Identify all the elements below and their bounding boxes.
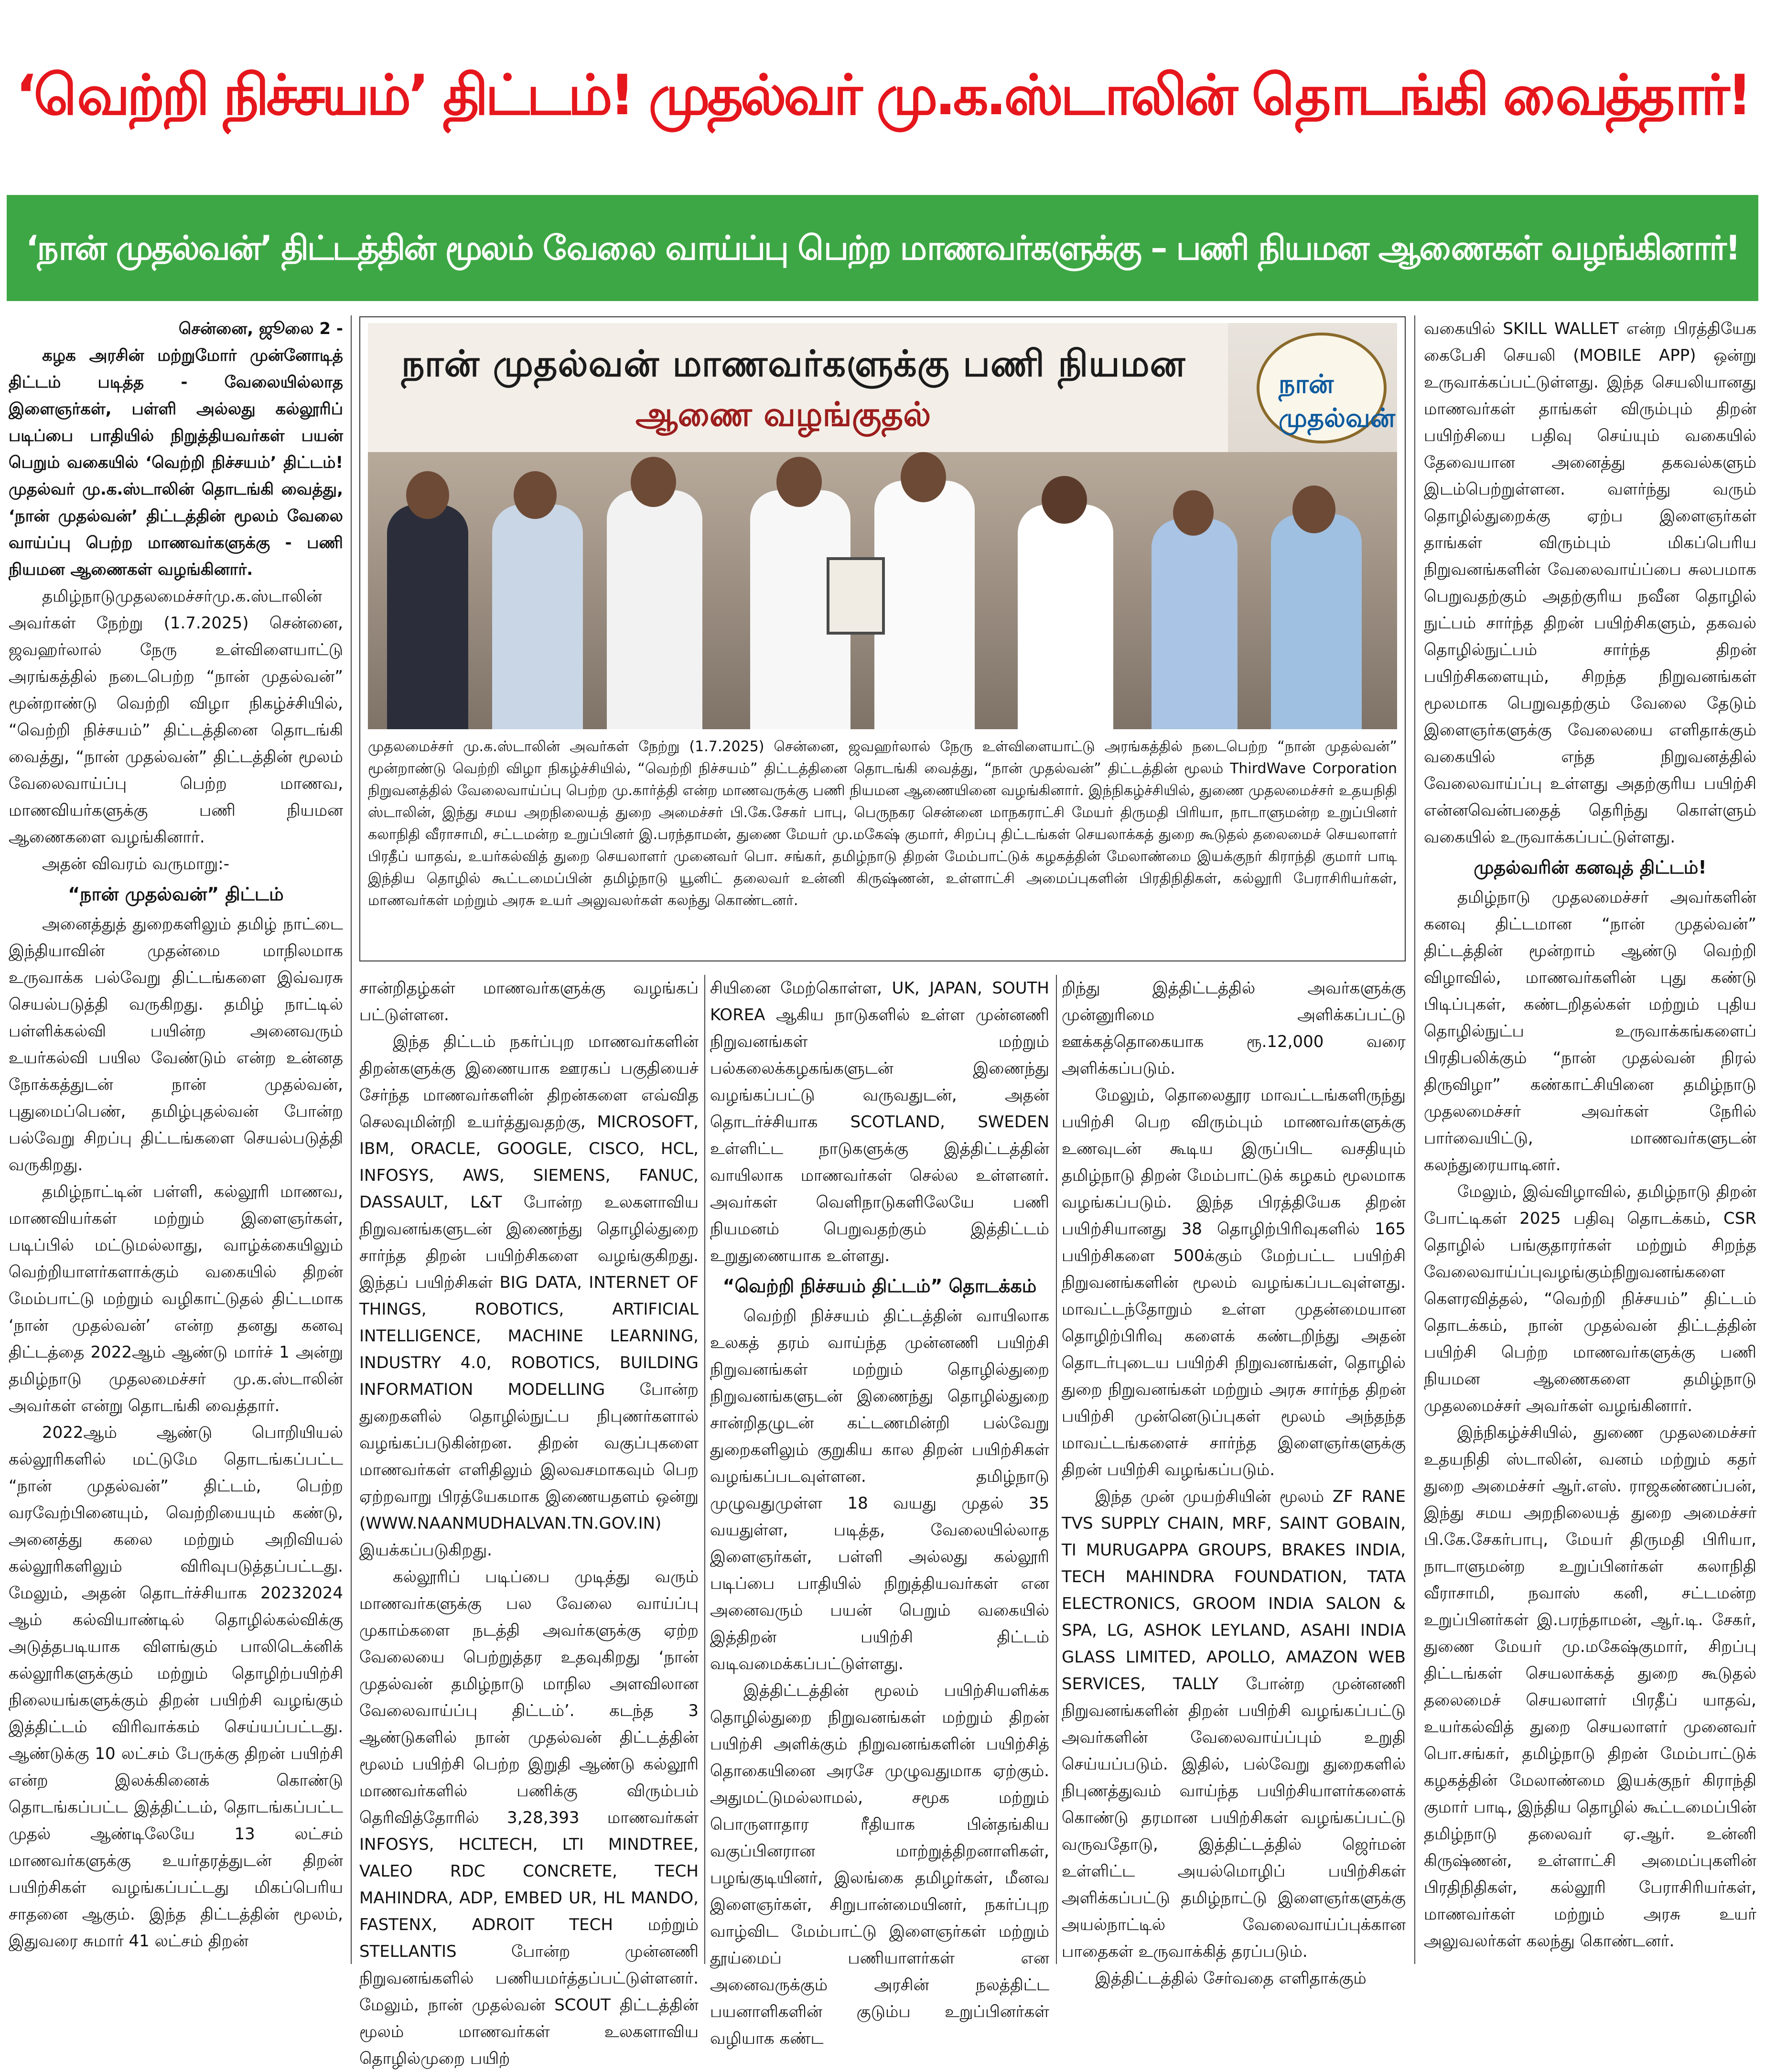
paragraph: இத்திட்டத்தில் சேர்வதை எளிதாக்கும் — [1095, 1969, 1367, 1988]
person-figure — [1018, 505, 1113, 729]
column-rule — [1056, 975, 1057, 1964]
paragraph: இந்த முன் முயற்சியின் மூலம் ZF RANE TVS SUPPLY CHAIN, MRF, SAINT GOBAIN, TI MURUGAPPA GROUPS, BRAKES INDIA, TECH MAHINDRA FOUNDATION, TATA ELECTRONICS, GROOM INDIA SALON & SPA, LG, ASHOK LEYLAND, ASAHI INDIA GLASS LIMITED, APOLLO, AMAZON WEB SERVICES, TALLY போன்ற முன்னணி நிறுவனங்களின் திறன் பயிற்சி வழங்கப்பட்டு அவர்களின் வேலைவாய்ப்பும் உறுதி செய்யப்படும். இதில், பல்வேறு துறைகளில் நிபுணத்துவம் வாய்ந்த பயிற்சியாளர்களைக் கொண்டு தரமான பயிற்சிகள் வழங்கப்பட்டு வருவதோடு, இத்திட்டத்தில் ஜெர்மன் உள்ளிட்ட அயல்மொழிப் பயிற்சிகள் அளிக்கப்பட்டு தமிழ்நாட்டு இளைஞர்களுக்கு அயல்நாட்டில் வேலைவாய்ப்புக்கான பாதைகள் உருவாக்கித் தரப்படும். — [1062, 1487, 1406, 1961]
paragraph: கல்லூரிப் படிப்பை முடித்து வரும் மாணவர்களுக்கு பல வேலை வாய்ப்பு முகாம்களை நடத்தி அவர்களுக்கு ஏற்ற வேலையை பெற்றுத்தர உதவுகிறது ‘நான் முதல்வன் தமிழ்நாடு மாநில அளவிலான வேலைவாய்ப்பு திட்டம்’. கடந்த 3 ஆண்டுகளில் நான் முதல்வன் திட்டத்தின் மூலம் பயிற்சி பெற்ற இறுதி ஆண்டு கல்லூரி மாணவர்களில் பணிக்கு விரும்பம் தெரிவித்தோரில் 3,28,393 மாணவர்கள் INFOSYS, HCLTECH, LTI MINDTREE, VALEO RDC CONCRETE, TECH MAHINDRA, ADP, EMBED UR, HL MANDO, FASTENX, ADROIT TECH மற்றும் STELLANTIS போன்ற முன்னணி நிறுவனங்களில் பணியமர்த்தப்பட்டுள்ளனர். மேலும், நான் முதல்வன் SCOUT திட்டத்தின் மூலம் மாணவர்கள் உலகளாவிய தொழில்முறை பயிற் — [359, 1567, 699, 2068]
paragraph: 2022ஆம் ஆண்டு பொறியியல் கல்லூரிகளில் மட்டுமே தொடங்கப்பட்ட “நான் முதல்வன்” திட்டம், பெற்ற வரவேற்பினையும், வெற்றியையும் கண்டு, அனைத்து கலை மற்றும் அறிவியல் கல்லூரிகளிலும் விரிவுபடுத்தப்பட்டது. மேலும், அதன் தொடர்ச்சியாக 20232024 ஆம் கல்வியாண்டில் தொழில்கல்விக்கு அடுத்தபடியாக விளங்கும் பாலிடெக்னிக் கல்லூரிகளுக்கும் மற்றும் தொழிற்பயிற்சி நிலையங்களுக்கும் திறன் பயிற்சி வழங்கும் இத்திட்டம் விரிவாக்கம் செய்யப்பட்டது. ஆண்டுக்கு 10 லட்சம் பேருக்கு திறன் பயிற்சி என்ற இலக்கினைக் கொண்டு தொடங்கப்பட்ட இத்திட்டம், தொடங்கப்பட்ட முதல் ஆண்டிலேயே 13 லட்சம் மாணவர்களுக்கு உயர்தரத்துடன் திறன் பயிற்சிகள் வழங்கப்பட்டது மிகப்பெரிய சாதனை ஆகும். இந்த திட்டத்தின் மூலம், இதுவரை சுமார் 41 லட்சம் திறன் — [9, 1423, 343, 1951]
paragraph: இந்நிகழ்ச்சியில், துணை முதலமைச்சர் உதயநிதி ஸ்டாலின், வனம் மற்றும் கதர் துறை அமைச்சர் ஆர்.எஸ். ராஜகண்ணப்பன், இந்து சமய அறநிலையத் துறை அமைச்சர் பி.கே.சேகர்பாபு, மேயர் திருமதி பிரியா, நாடாளுமன்ற உறுப்பினர்கள் கலாநிதி வீராசாமி, நவாஸ் கனி, சட்டமன்ற உறுப்பினர்கள் இ.பரந்தாமன், ஆர்.டி. சேகர், துணை மேயர் மு.மகேஷ்குமார், சிறப்பு திட்டங்கள் செயலாக்கத் துறை கூடுதல் தலைமைச் செயலாளர் பிரதீப் யாதவ், உயர்கல்வித் துறை செயலாளர் முனைவர் பொ.சங்கர், தமிழ்நாடு திறன் மேம்பாட்டுக் கழகத்தின் மேலாண்மை இயக்குநர் கிராந்தி குமார் பாடி, இந்திய தொழில் கூட்டமைப்பின் தமிழ்நாடு தலைவர் ஏ.ஆர். உன்னி கிருஷ்ணன், உள்ளாட்சி அமைப்புகளின் பிரதிநிதிகள், கல்லூரி பேராசிரியர்கள், மாணவர்கள் மற்றும் அரசு உயர் அலுவலர்கள் கலந்து கொண்டனர். — [1424, 1423, 1756, 1951]
person-head — [406, 471, 449, 519]
event-banner — [368, 323, 1228, 452]
paragraph: அதன் விவரம் வருமாறு:- — [42, 854, 229, 874]
paragraph: தமிழ்நாடு முதலமைச்சர் அவர்களின் கனவு திட்டமான “நான் முதல்வன்” திட்டத்தின் மூன்றாம் ஆண்டு வெற்றி விழாவில், மாணவர்களின் புது கண்டு பிடிப்புகள், கண்டறிதல்கள் மற்றும் புதிய தொழில்நுட்ப உருவாக்கங்களைப் பிரதிபலிக்கும் “நான் முதல்வன் நிரல் திருவிழா” கண்காட்சியினை தமிழ்நாடு முதலமைச்சர் அவர்கள் நேரில் பார்வையிட்டு, மாணவர்களுடன் கலந்துரையாடினர். — [1424, 888, 1756, 1175]
paragraph: சியினை மேற்கொள்ள, UK, JAPAN, SOUTH KOREA ஆகிய நாடுகளில் உள்ள முன்னணி நிறுவனங்கள் மற்றும் பல்கலைக்கழகங்களுடன் இணைந்து வழங்கப்பட்டு வருவதுடன், அதன் தொடர்ச்சியாக SCOTLAND, SWEDEN உள்ளிட்ட நாடுகளுக்கு இத்திட்டத்தின் வாயிலாக மாணவர்கள் செல்ல உள்ளனர். அவர்கள் வெளிநாடுகளிலேயே பணி நியமனம் பெறுவதற்கும் இத்திட்டம் உறுதுணையாக உள்ளது. — [710, 979, 1049, 1265]
logo-text: நான் முதல்வன் — [1279, 369, 1396, 433]
person-head — [514, 471, 557, 519]
photo-block — [359, 316, 1406, 961]
article-column-2 — [359, 975, 699, 2068]
person-figure — [607, 490, 702, 729]
headline-title: ‘வெற்றி நிச்சயம்’ திட்டம்! முதல்வர் மு.க.ஸ்டாலின் தொடங்கி வைத்தார்! — [15, 63, 1750, 128]
photo-caption: முதலமைச்சர் மு.க.ஸ்டாலின் அவர்கள் நேற்று (1.7.2025) சென்னை, ஜவஹர்லால் நேரு உள்விளையாட்டு அரங்கத்தில் நடைபெற்ற “நான் முதல்வன்” மூன்றாண்டு வெற்றி விழா நிகழ்ச்சியில், “வெற்றி நிச்சயம்” திட்டத்தினை தொடங்கி வைத்து, “நான் முதல்வன்” திட்டத்தின் மூலம் ThirdWave Corporation நிறுவனத்தில் வேலைவாய்ப்பு பெற்ற மு.கார்த்தி என்ற மாணவருக்கு பணி நியமன ஆணையினை வழங்கினார். இந்நிகழ்ச்சியில், துணை முதலமைச்சர் உதயநிதி ஸ்டாலின், இந்து சமய அறநிலையத் துறை அமைச்சர் பி.கே.சேகர் பாபு, பெருநகர சென்னை மாநகராட்சி மேயர் திருமதி பிரியா, நாடாளுமன்ற உறுப்பினர் கலாநிதி வீராசாமி, சட்டமன்ற உறுப்பினர் இ.பரந்தாமன், துணை மேயர் மு.மகேஷ் குமார், சிறப்பு திட்டங்கள் செயலாக்கத் துறை கூடுதல் தலைமைச் செயலாளர் பிரதீப் யாதவ், உயர்கல்வித் துறை செயலாளர் முனைவர் பொ. சங்கர், தமிழ்நாடு திறன் மேம்பாட்டுக் கழகத்தின் மேலாண்மை இயக்குநர் கிராந்தி குமார் பாடி இந்திய தொழில் கூட்டமைப்பின் தமிழ்நாடு யூனிட் தலைவர் உன்னி கிருஷ்ணன், உள்ளாட்சி அமைப்புகளின் பிரதிநிதிகள், கல்லூரி பேராசிரியர்கள், மாணவர்கள் மற்றும் அரசு உயர் அலுவலர்கள் கலந்து கொண்டனர். — [368, 738, 1397, 909]
section-heading: “நான் முதல்வன்” திட்டம் — [68, 884, 284, 905]
person-head — [1173, 490, 1214, 536]
paragraph: மேலும், இவ்விழாவில், தமிழ்நாடு திறன் போட்டிகள் 2025 பதிவு தொடக்கம், CSR தொழில் பங்குதாரர்கள் மற்றும் சிறந்த வேலைவாய்ப்புவழங்கும்நிறுவனங்களை கௌரவித்தல், “வெற்றி நிச்சயம்” திட்டம் தொடக்கம், நான் முதல்வன் திட்டத்தின் பயிற்சி பெற்ற மாணவர்களுக்கு பணி நியமன ஆணைகளை தமிழ்நாடு முதலமைச்சர் அவர்கள் வழங்கினார். — [1424, 1182, 1756, 1415]
person-head — [776, 457, 822, 507]
banner-line-1: நான் முதல்வன் மாணவர்களுக்கு பணி நியமன — [401, 342, 1186, 385]
article-column-3 — [710, 975, 1049, 2048]
article-column-1 — [9, 315, 343, 1964]
banner-line-2: ஆணை வழங்குதல் — [635, 395, 931, 434]
paragraph: சான்றிதழ்கள் மாணவர்களுக்கு வழங்கப் பட்டுள்ளன. — [359, 979, 699, 1025]
person-figure — [1152, 519, 1238, 729]
certificate-frame — [827, 557, 885, 635]
paragraph: மேலும், தொலைதூர மாவட்டங்களிருந்து பயிற்சி பெற விரும்பும் மாணவர்களுக்கு உணவுடன் கூடிய இருப்பிட வசதியும் தமிழ்நாடு திறன் மேம்பாட்டுக் கழகம் மூலமாக வழங்கப்படும். இந்த பிரத்தியேக திறன் பயிற்சியானது 38 தொழிற்பிரிவுகளில் 165 பயிற்சிகளை 500க்கும் மேற்பட்ட பயிற்சி நிறுவனங்களின் மூலம் வழங்கப்படவுள்ளது. மாவட்டந்தோறும் உள்ள முதன்மையான தொழிற்பிரிவு களைக் கண்டறிந்து அதன் தொடர்புடைய பயிற்சி நிறுவனங்கள், தொழில் துறை நிறுவனங்கள் மற்றும் அரசு சார்ந்த திறன் பயிற்சி முன்னெடுப்புகள் மூலம் அந்தந்த மாவட்டங்களைச் சார்ந்த இளைஞர்களுக்கு திறன் பயிற்சி வழங்கப்படும். — [1062, 1086, 1406, 1479]
person-head — [1042, 476, 1087, 524]
subheadline-text: ‘நான் முதல்வன்’ திட்டத்தின் மூலம் வேலை வாய்ப்பு பெற்ற மாணவர்களுக்கு – பணி நியமன ஆணைகள் வழங்கினார்! — [26, 228, 1739, 268]
paragraph: அனைத்துத் துறைகளிலும் தமிழ் நாட்டை இந்தியாவின் முதன்மை மாநிலமாக உருவாக்க பல்வேறு திட்டங்களை இவ்வரசு செயல்படுத்தி வருகிறது. தமிழ் நாட்டில் பள்ளிக்கல்வி பயின்ற அனைவரும் உயர்கல்வி பயில வேண்டும் என்ற உன்னத நோக்கத்துடன் நான் முதல்வன், புதுமைப்பெண், தமிழ்புதல்வன் போன்ற பல்வேறு சிறப்பு திட்டங்களை செயல்படுத்தி வருகிறது. — [9, 915, 343, 1175]
stage-scene — [368, 452, 1397, 729]
column-rule — [704, 975, 705, 1964]
paragraph: இத்திட்டத்தின் மூலம் பயிற்சியளிக்க தொழில்துறை நிறுவனங்கள் மற்றும் திறன் பயிற்சி அளிக்கும் நிறுவனங்களின் பயிற்சித் தொகையினை அரசே முழுவதுமாக ஏற்கும். அதுமட்டுமல்லாமல், சமூக மற்றும் பொருளாதார ரீதியாக பின்தங்கிய வகுப்பினரான மாற்றுத்திறனாளிகள், பழங்குடியினர், இலங்கை தமிழர்கள், மீனவ இளைஞர்கள், சிறுபான்மையினர், நகர்ப்புற வாழ்விட மேம்பாட்டு இளைஞர்கள் மற்றும் தூய்மைப் பணியாளர்கள் என அனைவருக்கும் அரசின் நலத்திட்ட பயனாளிகளின் குடும்ப உறுப்பினர்கள் வழியாக கண்ட — [710, 1681, 1049, 2048]
paragraph: தமிழ்நாட்டின் பள்ளி, கல்லூரி மாணவ, மாணவியர்கள் மற்றும் இளைஞர்கள், படிப்பில் மட்டுமல்லாது, வாழ்க்கையிலும் வெற்றியாளர்களாக்கும் வகையில் திறன் மேம்பாட்டு மற்றும் வழிகாட்டுதல் திட்டமாக ‘நான் முதல்வன்’ என்ற தனது கனவு திட்டத்தை 2022ஆம் ஆண்டு மார்ச் 1 அன்று தமிழ்நாடு முதலமைச்சர் மு.க.ஸ்டாலின் அவர்கள் என்று தொடங்கி வைத்தார். — [9, 1182, 343, 1415]
person-figure — [874, 481, 975, 729]
paragraph: றிந்து இத்திட்டத்தில் அவர்களுக்கு முன்னுரிமை அளிக்கப்பட்டு ஊக்கத்தொகையாக ரூ.12,000 வரை அளிக்கப்படும். — [1062, 979, 1406, 1078]
dateline: சென்னை, ஜூலை 2 - — [178, 319, 343, 338]
column-rule — [1414, 315, 1415, 1964]
section-heading: “வெற்றி நிச்சயம் திட்டம்” தொடக்கம் — [722, 1275, 1037, 1296]
naan-mudhalvan-logo — [1257, 333, 1396, 443]
section-heading: முதல்வரின் கனவுத் திட்டம்! — [1474, 857, 1707, 878]
event-photo — [368, 323, 1397, 729]
paragraph: இந்த திட்டம் நகர்ப்புற மாணவர்களின் திறன்களுக்கு இணையாக ஊரகப் பகுதியைச் சேர்ந்த மாணவர்களின் திறன்களை எவ்வித செலவுமின்றி உயர்த்துவதற்கு, MICROSOFT, IBM, ORACLE, GOOGLE, CISCO, HCL, INFOSYS, AWS, SIEMENS, FANUC, DASSAULT, L&T போன்ற உலகளாவிய நிறுவனங்களுடன் இணைந்து தொழில்துறை சார்ந்த திறன் பயிற்சிகளை வழங்குகிறது. இந்தப் பயிற்சிகள் BIG DATA, INTERNET OF THINGS, ROBOTICS, ARTIFICIAL INTELLIGENCE, MACHINE LEARNING, INDUSTRY 4.0, ROBOTICS, BUILDING INFORMATION MODELLING போன்ற துறைகளில் தொழில்நுட்ப நிபுணர்களால் வழங்கப்படுகின்றன. திறன் வகுப்புகளை மாணவர்கள் எளிதிலும் இலவசமாகவும் பெற ஏற்றவாறு பிரத்யேகமாக இணையதளம் ஒன்று (WWW.NAANMUDHALVAN.TN.GOV.IN) இயக்கப்படுகிறது. — [359, 1032, 699, 1560]
article-column-4 — [1062, 975, 1406, 1988]
person-figure — [492, 505, 583, 729]
person-figure — [1271, 514, 1362, 729]
person-head — [631, 457, 676, 507]
paragraph: வகையில் SKILL WALLET என்ற பிரத்தியேக கைபேசி செயலி (MOBILE APP) ஒன்று உருவாக்கப்பட்டுள்ளது. இந்த செயலியானது மாணவர்கள் தாங்கள் விரும்பும் திறன் பயிற்சியை பதிவு செய்யும் வகையில் தேவையான அனைத்து தகவல்களும் இடம்பெற்றுள்ளன. வளர்ந்து வரும் தொழில்துறைக்கு ஏற்ப இளைஞர்கள் தாங்கள் விரும்பும் மிகப்பெரிய நிறுவனங்களின் வேலைவாய்ப்பை சுலபமாக பெறுவதற்கும் அதற்குரிய நவீன தொழில் நுட்பம் சார்ந்த திறன் பயிற்சிகளும், தகவல் தொழில்நுட்பம் சார்ந்த திறன் பயிற்சிகளையும், சிறந்த நிறுவனங்கள் மூலமாக பெறுவதற்கும் வேலை தேடும் இளைஞர்களுக்கு வேலையை எளிதாக்கும் வகையில் எந்த நிறுவனத்தில் வேலைவாய்ப்பு உள்ளது அதற்குரிய பயிற்சி என்னவென்பதைத் தெரிந்து கொள்ளும் வகையில் உருவாக்கப்பட்டுள்ளது. — [1424, 319, 1756, 847]
lead-paragraph: கழக அரசின் மற்றுமோர் முன்னோடித் திட்டம் படித்த - வேலையில்லாத இளைஞர்கள், பள்ளி அல்லது கல்லூரிப் படிப்பை பாதியில் நிறுத்தியவர்கள் பயன் பெறும் வகையில் ‘வெற்றி நிச்சயம்’ திட்டம்! முதல்வர் மு.க.ஸ்டாலின் தொடங்கி வைத்து, ‘நான் முதல்வன்’ திட்டத்தின் மூலம் வேலை வாய்ப்பு பெற்ற மாணவர்களுக்கு - பணி நியமன ஆணைகள் வழங்கினார். — [9, 346, 343, 579]
person-figure — [387, 505, 468, 729]
headline-bar — [0, 0, 1765, 191]
article-column-5 — [1424, 315, 1756, 1964]
paragraph: வெற்றி நிச்சயம் திட்டத்தின் வாயிலாக உலகத் தரம் வாய்ந்த முன்னணி பயிற்சி நிறுவனங்கள் மற்றும் தொழில்துறை நிறுவனங்களுடன் இணைந்து தொழில்துறை சான்றிதழுடன் கட்டணமின்றி பல்வேறு துறைகளிலும் குறுகிய கால திறன் பயிற்சிகள் வழங்கப்படவுள்ளன. தமிழ்நாடு முழுவதுமுள்ள 18 வயது முதல் 35 வயதுள்ள, படித்த, வேலையில்லாத இளைஞர்கள், பள்ளி அல்லது கல்லூரி படிப்பை பாதியில் நிறுத்தியவர்கள் என அனைவரும் பயன் பெறும் வகையில் இத்திறன் பயிற்சி திட்டம் வடிவமைக்கப்பட்டுள்ளது. — [710, 1306, 1049, 1673]
paragraph: தமிழ்நாடுமுதலமைச்சர்மு.க.ஸ்டாலின் அவர்கள் நேற்று (1.7.2025) சென்னை, ஜவஹர்லால் நேரு உள்விளையாட்டு அரங்கத்தில் நடைபெற்ற “நான் முதல்வன்” மூன்றாண்டு வெற்றி விழா நிகழ்ச்சியில், “வெற்றி நிச்சயம்” திட்டத்தினை தொடங்கி வைத்து, “நான் முதல்வன்” திட்டத்தின் மூலம் வேலைவாய்ப்பு பெற்ற மாணவ, மாணவியர்களுக்கு பணி நியமன ஆணைகளை வழங்கினார். — [9, 587, 343, 847]
column-rule — [351, 315, 352, 1964]
person-head — [1292, 486, 1335, 533]
subheadline-banner — [7, 195, 1758, 301]
person-head — [901, 452, 946, 502]
